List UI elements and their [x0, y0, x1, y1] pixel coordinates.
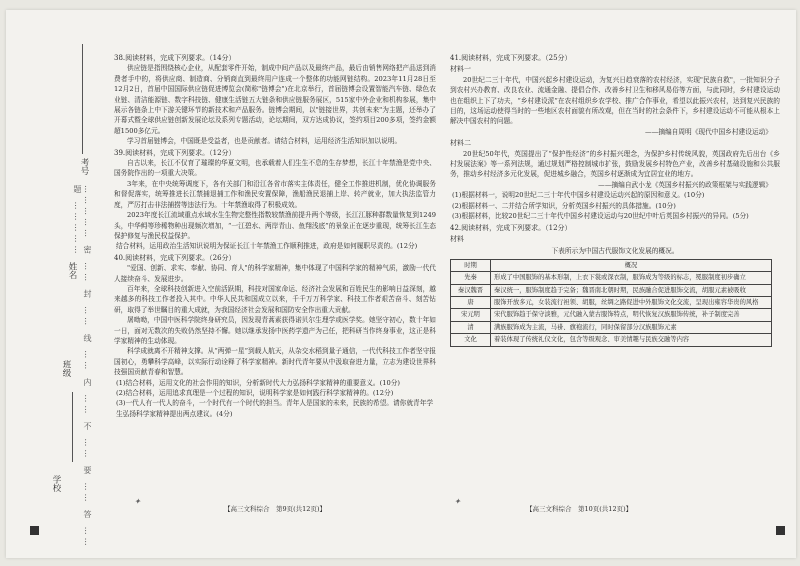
q39-paragraph: 3年来，在中央统筹调度下，各有关部门和沿江各省市落实主体责任，健全工作推进机制，优化协调服务和督促落实，统筹推进长江禁捕退捕工作和渔民安置保障，渔船渔民退捕上岸、转产就业，加大执法监管力度，严厉打击非法捕捞等违法行为。十年禁渔取得了积极成效。 — [114, 179, 436, 209]
table-header-cell: 时期 — [451, 259, 491, 271]
table-cell-desc: 服饰开放多元，女装流行袒领、胡服，丝绸之路促进中外服饰文化交流，呈现出雍容华贵的风格 — [491, 296, 772, 308]
q38-paragraph: 供应链是指围绕核心企业，从配套零件开始，制成中间产品以及最终产品，最后由销售网络把产品送到消费者手中的，将供应商、制造商、分销商直到最终用户连成一个整体的功能网链结构。2023年11月28日至12月2日，首届中国国际供应链促进博览会(简称"链博会")在北京举行，首届链博会设置智能汽车链、绿色农业链、清洁能源链、数字科技链、健康生活链五大链条和供应链服务展区，515家中外企业和机构参展，集中展示各链条上中下游关键环节的新技术和产品服务。链博会期间，以"链接世界，共创未来"为主题，还举办了开幕式暨全球供应链创新发展论坛及系列专题活动，论坛期间，双方达成协议，签约项目200多项，签约金额超1500多亿元。 — [114, 64, 436, 135]
q40-header: 40.阅读材料，完成下列要求。（26分） — [114, 253, 236, 262]
table-row — [451, 296, 772, 308]
table-cell-desc: 宋代服饰趋于保守淡雅，元代融入蒙古服饰特点，明代恢复汉族服饰传统，补子制度完善 — [491, 309, 772, 321]
table-caption: 下表所示为中国古代服饰文化发展的概况。 — [551, 247, 679, 256]
alignment-square-icon — [30, 526, 39, 535]
table-cell-era: 清 — [451, 321, 491, 333]
q41-material-2: 20世纪50年代，英国提出了“保护性经济”的乡村振兴理念，为保护乡村传统风貌，英国政府先后出台《乡村发展法案》等一系列法规，通过规划严格控制城市扩张，鼓励发展乡村特色产业，改善乡村基础设施和公共服务，推动乡村经济多元化发展，促进城乡融合，英国乡村逐渐成为宜居宜业的地方。 — [450, 149, 780, 179]
q40-subquestion-3: (3)一代人有一代人的奋斗，一个时代有一个时代的担当。青年人是国家的未来，民族的希望。请你就青年学生弘扬科学家精神提出两点建议。(4分) — [116, 399, 434, 418]
right-page — [450, 52, 780, 347]
left-page — [114, 52, 436, 419]
q41-material-1-label: 材料一 — [450, 65, 471, 74]
q41-material-2-label: 材料二 — [450, 139, 471, 148]
q39-subquestion: 结合材料，运用政治生活知识说明为保证长江十年禁渔工作顺利推进，政府是如何履职尽责的。(12分) — [116, 242, 418, 251]
q38-question: 学习首届链博会，中国既是受益者，也是贡献者。请结合材料，运用经济生活知识加以说明。 — [127, 137, 402, 146]
table-cell-era: 秦汉魏晋 — [451, 284, 491, 296]
label-class: 班级 — [61, 360, 71, 377]
costume-table — [450, 259, 772, 347]
label-name: 姓名 — [67, 262, 77, 279]
table-row — [451, 284, 772, 296]
page-footer-right: 【高三文科综合 第10页(共12页)】 — [526, 505, 633, 513]
q40-subquestion-2: (2)结合材料，运用追求真理是一个过程的知识，说明科学家是如何践行科学家精神的。(12分) — [116, 389, 394, 397]
q39-paragraph: 自古以来，长江不仅育了璀璨的华夏文明，也承载着人们生生不息的生存梦想，长江十年禁渔是党中央、国务院作出的一项重大决策。 — [114, 159, 436, 178]
table-cell-era: 唐 — [451, 296, 491, 308]
q40-motto: "爱国、创新、求实、奉献、协同、育人"的科学家精神，集中体现了中国科学家的精神气质，激励一代代人接续奋斗、发展进步。 — [114, 264, 436, 283]
q40-paragraph: 百年来，全球科技创新进入空前活跃期，科技对国家命运、经济社会发展和百姓民生的影响日益深刻，越来越多的科技工作者投入其中。中华人民共和国成立以来，千千万万科学家、科技工作者艰苦奋斗、刻苦钻研，取得了举世瞩目的重大成就，为我国经济社会发展和国防安全作出重大贡献。 — [114, 284, 436, 314]
q42-material-label: 材料 — [450, 234, 464, 243]
q40-paragraph: 屠呦呦，中国中医科学院终身研究员，因发现青蒿素获得诺贝尔生理学或医学奖。她坚守初心，数十年如一日，面对无数次的失败仍然坚持不懈。她以继承发扬中医药学遗产为己任，把科研当作终身事业，这正是科学家精神的生动体现。 — [114, 316, 436, 345]
q41-subquestion-2: (2)根据材料一、二并结合所学知识，分析英国乡村振兴的具体措施。(10分) — [452, 201, 676, 210]
seal-line-notice: …………… 密 …… 封 …… 线 …… 内 …… 不 …… 要 …… 答 …… 题 …………… — [73, 185, 92, 549]
table-row — [451, 272, 772, 284]
table-row — [451, 309, 772, 321]
exam-sheet — [6, 10, 796, 558]
q41-header: 41.阅读材料，完成下列要求。（25分） — [450, 54, 572, 62]
table-cell-era: 宋元明 — [451, 309, 491, 321]
page-footer-left: 【高三文科综合 第9页(共12页)】 — [224, 505, 326, 513]
q39-paragraph: 2023年度长江流域重点水域水生生物完整性指数较禁渔前提升两个等级，长江江豚种群数量恢复到1249头，中华鲟等珍稀物种出现频次增加，“一江碧水、两岸青山、鱼翔浅底”的景象正在逐步重现，统筹长江生态保护修复与渔民权益保护。 — [114, 211, 436, 240]
q41-material-1: 20世纪二三十年代，中国兴起乡村建设运动，为复兴日趋衰落的农村经济，实现"民族自救"，一批知识分子到农村兴办教育、改良农业、流通金融、提倡合作、改善乡村卫生和移风易俗等方面，与此同时，乡村建设运动也在组织上下了功夫，“乡村建设派”在农村组织乡农学校、推广合作事业，希望以此振兴农村，达到复兴民族的目的，这场运动使得当时的一些地区农村面貌有所改观，但在当时的社会条件下，乡村建设运动不可能从根本上解决中国农村的问题。 — [450, 75, 780, 126]
q41-subquestion-1: (1)根据材料一，说明20世纪二三十年代中国乡村建设运动兴起的原因和意义。(10分) — [452, 191, 705, 200]
q41-subquestion-3: (3)根据材料，比较20世纪二三十年代中国乡村建设运动与20世纪中叶后英国乡村振兴的异同。(5分) — [452, 212, 749, 221]
scan-mark-icon: ✦ — [134, 497, 141, 506]
table-header-cell: 概况 — [491, 259, 772, 271]
q40-paragraph: 科学成就离不开精神支撑。从“两弹一星”到载人航天，从杂交水稻到量子通信，一代代科技工作者坚守报国初心，勇攀科学高峰，以实际行动诠释了科学家精神。新时代青年要从中汲取奋进力量，立志为建设世界科技强国贡献青春和智慧。 — [114, 347, 436, 377]
scan-mark-icon: ✦ — [454, 497, 461, 506]
table-cell-era: 文化 — [451, 334, 491, 346]
table-header-row — [451, 259, 772, 271]
table-cell-desc: 秦汉统一，服饰制度趋于完备；魏晋南北朝时期，民族融合促进服饰交流，胡服元素被吸收 — [491, 284, 772, 296]
q41-source-2: ——摘编自武小龙《英国乡村振兴的政策框架与实践逻辑》 — [598, 180, 772, 189]
q42-header: 42.阅读材料，完成下列要求。（12分） — [450, 223, 572, 232]
exam-number-line — [82, 44, 83, 154]
table-row — [451, 334, 772, 346]
table-row — [451, 321, 772, 333]
q41-source-1: ——摘编自周明《现代中国乡村建设运动》 — [644, 127, 772, 136]
q38-header: 38.阅读材料，完成下列要求。（14分） — [114, 54, 236, 62]
q39-header: 39.阅读材料，完成下列要求。（12分） — [114, 148, 236, 157]
table-cell-desc: 形成了中国服饰的基本形制，上衣下裳或深衣制，服饰成为等级的标志，冕服制度初步确立 — [491, 272, 772, 284]
table-cell-era: 先秦 — [451, 272, 491, 284]
table-cell-desc: 满族服饰成为主流，马褂、旗袍流行，同时保留部分汉族服饰元素 — [491, 321, 772, 333]
q40-subquestion-1: (1)结合材料，运用文化的社会作用的知识，分析新时代大力弘扬科学家精神的重要意义。(10分) — [116, 378, 401, 387]
table-cell-desc: 着装体现了传统礼仪文化，包含等级观念、审美情趣与民族交融等内容 — [491, 334, 772, 346]
label-school: 学校 — [51, 475, 61, 492]
class-line — [72, 392, 73, 462]
alignment-square-icon — [776, 526, 785, 535]
label-exam-number: 考号 — [79, 158, 89, 175]
